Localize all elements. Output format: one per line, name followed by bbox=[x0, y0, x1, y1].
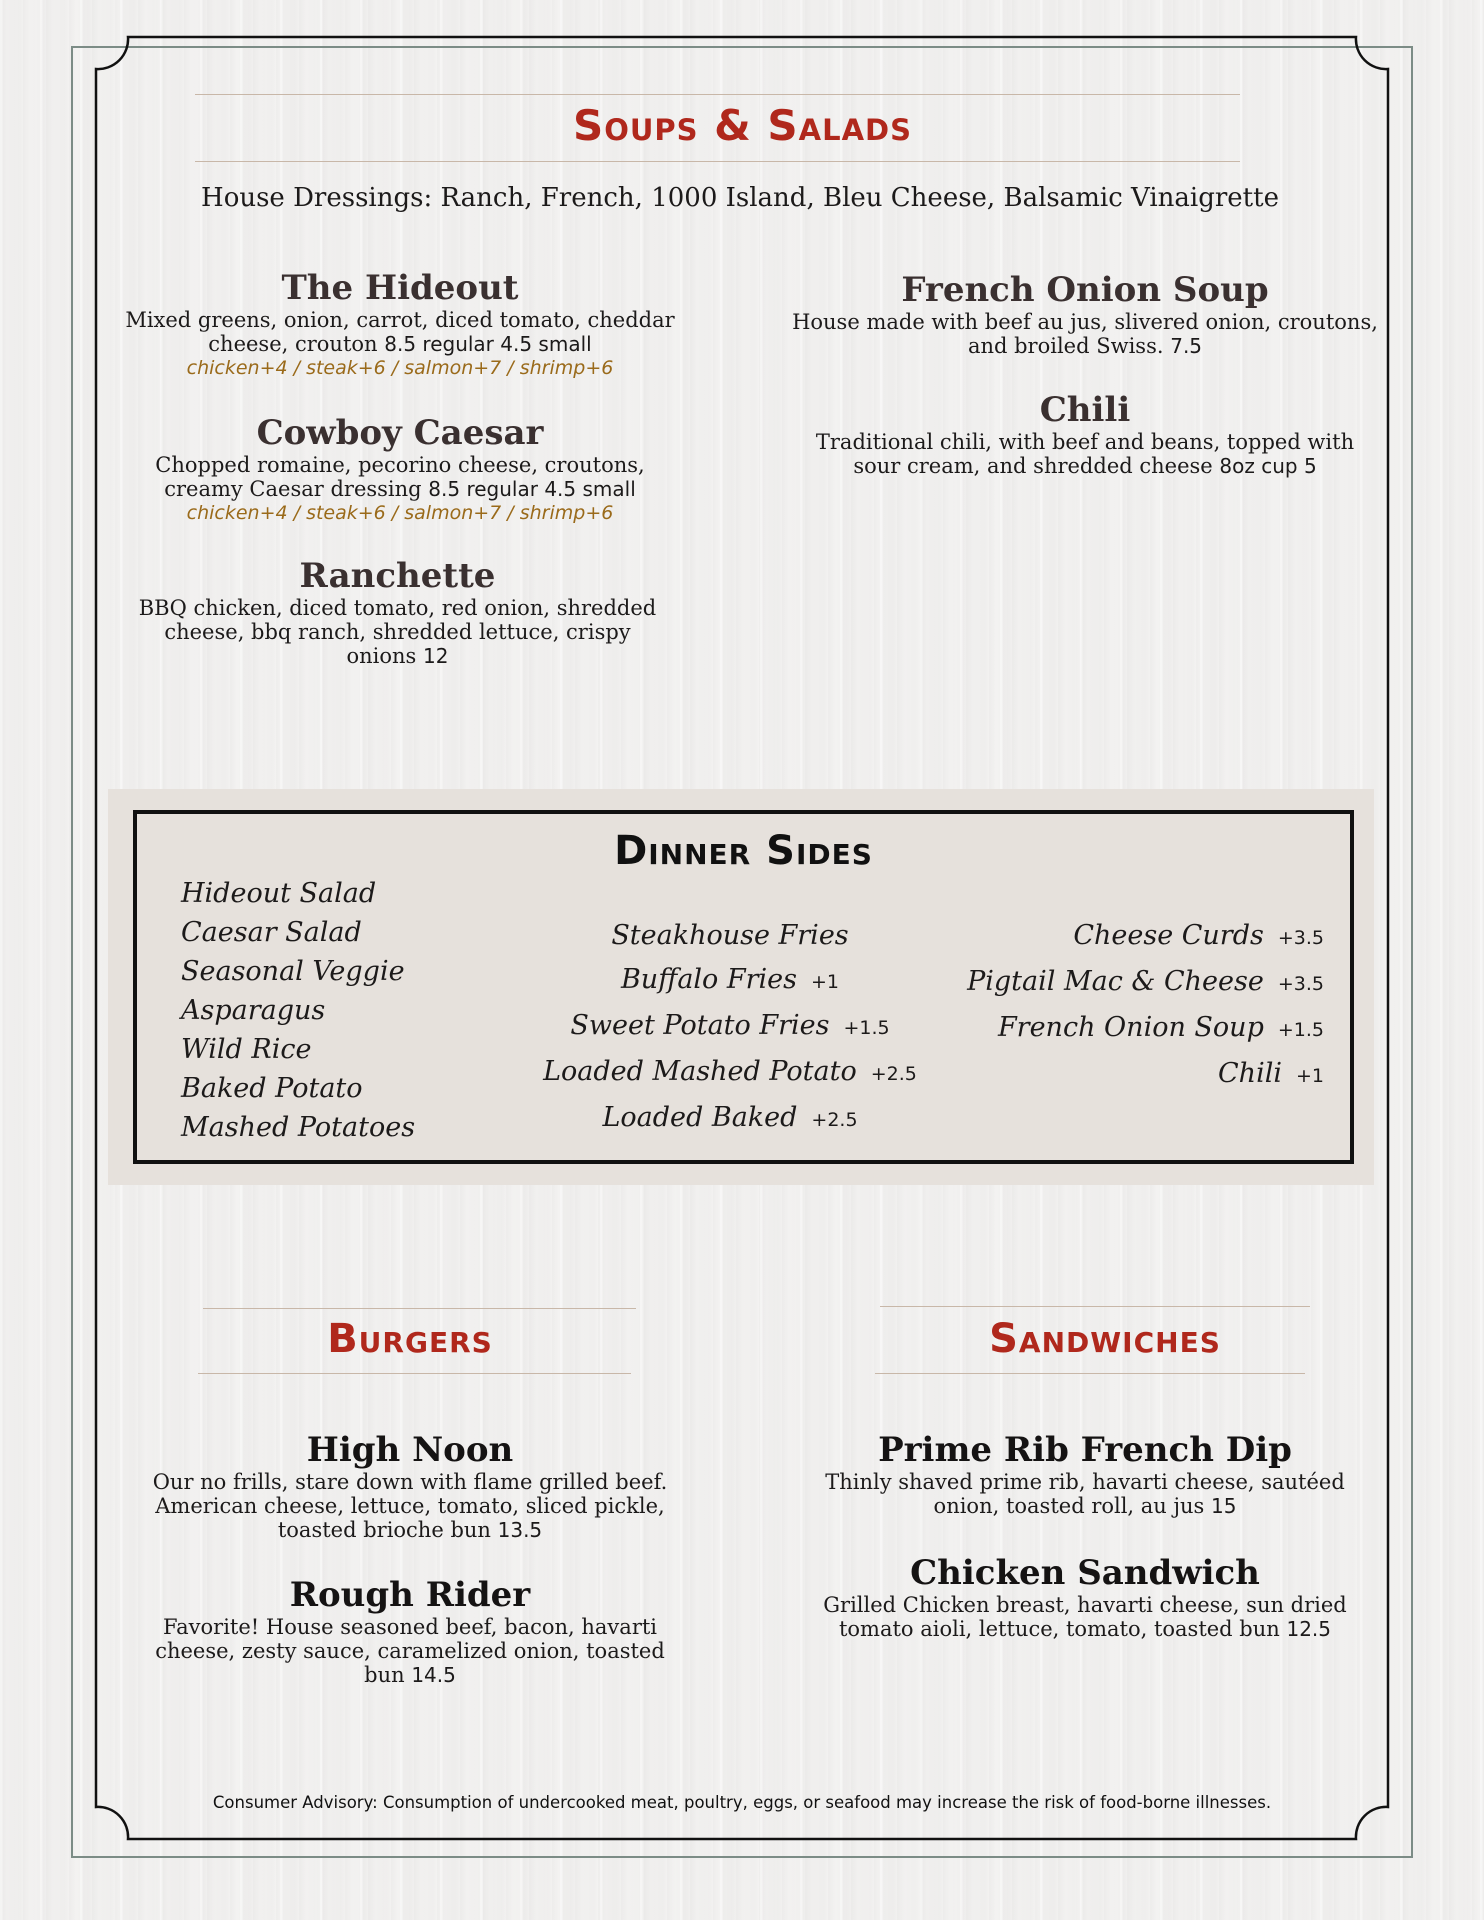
item-name: High Noon bbox=[306, 1430, 514, 1470]
item-price: 14.5 bbox=[411, 1663, 456, 1687]
item-description: Grilled Chicken breast, havarti cheese, sun dried tomato aioli, lettuce, tomato, toasted bun 12.5 bbox=[823, 1593, 1347, 1641]
section-title-burgers: Burgers bbox=[327, 1316, 493, 1362]
side-item: Sweet Potato Fries +1.5 bbox=[570, 1010, 890, 1041]
item-description: BBQ chicken, diced tomato, red onion, shredded cheese, bbq ranch, shredded lettuce, crispy onions 12 bbox=[138, 596, 657, 668]
menu-item bbox=[115, 268, 685, 380]
item-price: 12 bbox=[423, 644, 449, 668]
item-price: 15 bbox=[1211, 1494, 1237, 1518]
item-price: 7.5 bbox=[1170, 334, 1203, 358]
menu-item bbox=[135, 413, 665, 525]
item-price: 13.5 bbox=[497, 1518, 543, 1542]
menu-item bbox=[140, 1430, 680, 1542]
side-item: Baked Potato bbox=[181, 1073, 363, 1104]
side-item: Chili +1 bbox=[1218, 1058, 1324, 1089]
item-price: 8.5 regular 4.5 small bbox=[428, 477, 636, 501]
side-upcharge: +2.5 bbox=[811, 1109, 858, 1131]
side-upcharge: +1.5 bbox=[1277, 1019, 1324, 1041]
side-item: French Onion Soup +1.5 bbox=[997, 1012, 1324, 1043]
item-price: 8oz cup 5 bbox=[1219, 454, 1317, 478]
item-name: Cowboy Caesar bbox=[256, 413, 544, 453]
item-description: Chopped romaine, pecorino cheese, croutons, creamy Caesar dressing 8.5 regular 4.5 small bbox=[155, 453, 645, 501]
divider bbox=[195, 94, 1240, 95]
menu-item bbox=[815, 1430, 1355, 1518]
side-item: Caesar Salad bbox=[181, 917, 362, 948]
side-item: Seasonal Veggie bbox=[181, 956, 405, 987]
side-item: Asparagus bbox=[181, 995, 326, 1026]
section-title-soups-salads: Soups & Salads bbox=[572, 101, 913, 150]
section-title-dinner-sides: Dinner Sides bbox=[614, 828, 873, 874]
item-description: Traditional chili, with beef and beans, topped with sour cream, and shredded cheese 8oz cup 5 bbox=[815, 430, 1355, 478]
divider bbox=[198, 1373, 631, 1374]
side-upcharge: +2.5 bbox=[870, 1063, 917, 1085]
sides-column-middle bbox=[520, 914, 940, 1142]
side-item: Pigtail Mac & Cheese +3.5 bbox=[967, 966, 1324, 997]
side-item: Steakhouse Fries bbox=[611, 920, 849, 951]
side-item: Loaded Mashed Potato +2.5 bbox=[543, 1056, 917, 1087]
sides-column-left bbox=[181, 874, 415, 1147]
item-name: Rough Rider bbox=[289, 1575, 531, 1615]
side-item: Cheese Curds +3.5 bbox=[1073, 920, 1324, 951]
side-upcharge: +1 bbox=[1295, 1065, 1324, 1087]
divider bbox=[195, 161, 1240, 162]
item-name: The Hideout bbox=[281, 268, 519, 308]
menu-item bbox=[140, 1575, 680, 1687]
divider bbox=[880, 1306, 1310, 1307]
side-item: Buffalo Fries +1 bbox=[620, 964, 840, 995]
item-name: Chili bbox=[1039, 390, 1131, 430]
sides-column-right bbox=[967, 914, 1324, 1098]
divider bbox=[203, 1308, 636, 1309]
item-name: Chicken Sandwich bbox=[910, 1553, 1260, 1593]
item-description: House made with beef au jus, slivered onion, croutons, and broiled Swiss. 7.5 bbox=[792, 310, 1378, 358]
item-name: Ranchette bbox=[299, 556, 496, 596]
item-description: Thinly shaved prime rib, havarti cheese, sautéed onion, toasted roll, au jus 15 bbox=[825, 1470, 1345, 1518]
menu-item bbox=[790, 270, 1380, 358]
item-description: Favorite! House seasoned beef, bacon, havarti cheese, zesty sauce, caramelized onion, toasted bun 14.5 bbox=[155, 1615, 665, 1687]
menu-item bbox=[130, 556, 665, 668]
section-title-sandwiches: Sandwiches bbox=[989, 1316, 1221, 1362]
side-item: Hideout Salad bbox=[181, 878, 377, 909]
item-name: Prime Rib French Dip bbox=[878, 1430, 1292, 1470]
menu-item bbox=[815, 1553, 1355, 1641]
side-upcharge: +1.5 bbox=[843, 1017, 890, 1039]
side-upcharge: +3.5 bbox=[1277, 927, 1324, 949]
side-item: Loaded Baked +2.5 bbox=[602, 1102, 858, 1133]
divider bbox=[875, 1373, 1305, 1374]
item-addons: chicken+4 / steak+6 / salmon+7 / shrimp+6 bbox=[186, 502, 614, 524]
item-price: 8.5 regular 4.5 small bbox=[384, 332, 592, 356]
item-description: Our no frills, stare down with flame grilled beef. American cheese, lettuce, tomato, sliced pickle, toasted brioche bun 13.5 bbox=[152, 1470, 668, 1542]
item-name: French Onion Soup bbox=[901, 270, 1269, 310]
side-upcharge: +3.5 bbox=[1277, 973, 1324, 995]
menu-item bbox=[790, 390, 1380, 478]
item-addons: chicken+4 / steak+6 / salmon+7 / shrimp+6 bbox=[186, 357, 614, 379]
item-description: Mixed greens, onion, carrot, diced tomato, cheddar cheese, crouton 8.5 regular 4.5 small bbox=[125, 308, 675, 356]
side-item: Wild Rice bbox=[181, 1034, 312, 1065]
house-dressings: House Dressings: Ranch, French, 1000 Island, Bleu Cheese, Balsamic Vinaigrette bbox=[201, 183, 1279, 213]
side-item: Mashed Potatoes bbox=[181, 1112, 416, 1143]
consumer-advisory: Consumer Advisory: Consumption of undercooked meat, poultry, eggs, or seafood may increase the risk of food-borne illnesses. bbox=[212, 1793, 1272, 1812]
item-price: 12.5 bbox=[1286, 1617, 1332, 1641]
side-upcharge: +1 bbox=[811, 971, 840, 993]
